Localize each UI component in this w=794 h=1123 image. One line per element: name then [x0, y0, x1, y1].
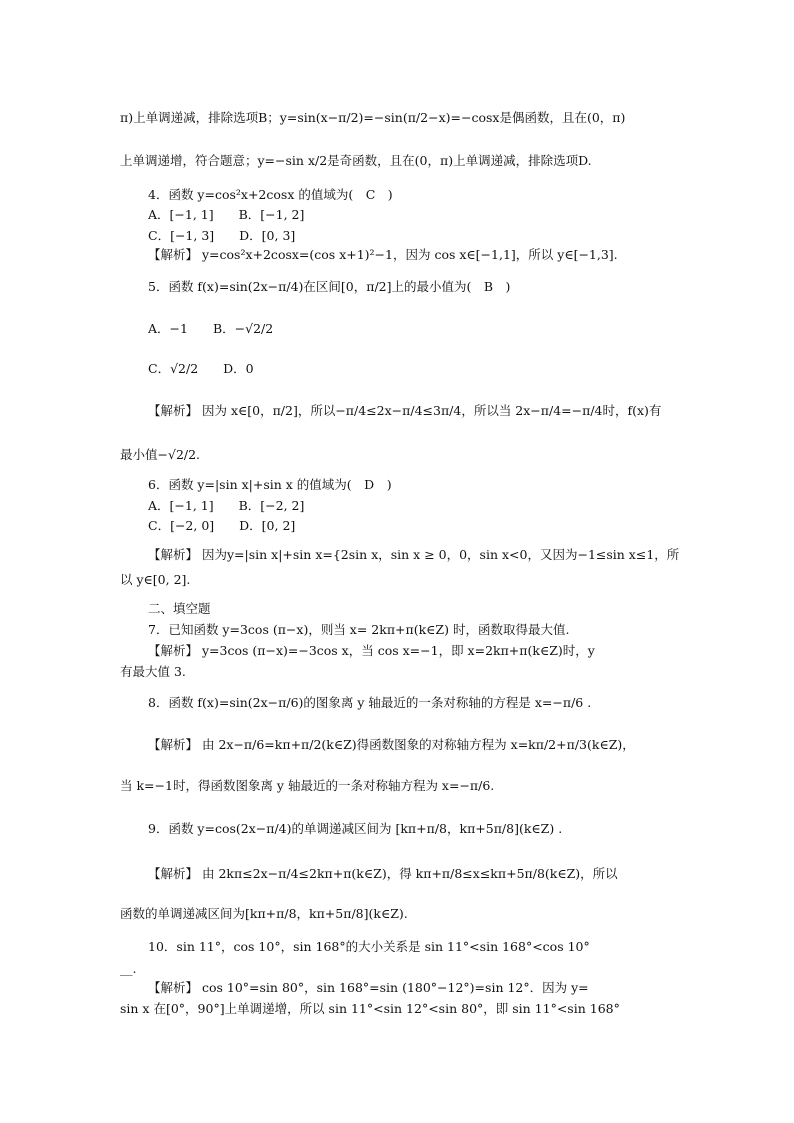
text-line: C．[−2, 0] D．[0, 2] [148, 518, 296, 533]
text-line: 【解析】 y=cos²x+2cosx=(cos x+1)²−1，因为 cos x∈[−1,1]，所以 y∈[−1,3]. [148, 247, 618, 262]
text-line: 6．函数 y=|sin x|+sin x 的值域为( D ) [148, 477, 392, 492]
text-line: 5．函数 f(x)=sin(2x−π/4)在区间[0，π/2]上的最小值为( B ) [148, 279, 511, 294]
text-line: 9．函数 y=cos(2x−π/4)的单调递减区间为 [kπ+π/8，kπ+5π/8](k∈Z) . [148, 821, 563, 836]
text-line: 10．sin 11°，cos 10°，sin 168°的大小关系是 sin 11°<sin 168°<cos 10° [148, 939, 590, 954]
text-line: 当 k=−1时，得函数图象离 y 轴最近的一条对称轴方程为 x=−π/6. [120, 778, 495, 793]
text-line: 【解析】 cos 10°=sin 80°，sin 168°=sin (180°−12°)=sin 12°．因为 y= [148, 980, 589, 995]
text-line: C．√2/2 D．0 [148, 361, 254, 376]
text-line: 【解析】 y=3cos (π−x)=−3cos x，当 cos x=−1，即 x=2kπ+π(k∈Z)时，y [148, 643, 595, 658]
text-line: __. [120, 961, 137, 976]
text-line: 8．函数 f(x)=sin(2x−π/6)的图象离 y 轴最近的一条对称轴的方程是 x=−π/6 . [148, 695, 592, 710]
text-line: 【解析】 因为y=|sin x|+sin x={2sin x，sin x ≥ 0，0，sin x<0，又因为−1≤sin x≤1，所 [148, 547, 680, 562]
text-line: 二、填空题 [148, 601, 211, 616]
text-line: sin x 在[0°，90°]上单调递增，所以 sin 11°<sin 12°<sin 80°，即 sin 11°<sin 168° [120, 1001, 620, 1016]
text-line: 【解析】 由 2kπ≤2x−π/4≤2kπ+π(k∈Z)，得 kπ+π/8≤x≤kπ+5π/8(k∈Z)，所以 [148, 866, 618, 881]
text-line: A．[−1, 1] B．[−2, 2] [148, 498, 305, 513]
text-line: π)上单调递减，排除选项B；y=sin(x−π/2)=−sin(π/2−x)=−cosx是偶函数，且在(0，π) [120, 110, 626, 125]
text-line: 最小值−√2/2. [120, 447, 201, 462]
text-line: 上单调递增，符合题意；y=−sin x/2是奇函数，且在(0，π)上单调递减，排除选项D. [120, 153, 592, 168]
text-line: A．[−1, 1] B．[−1, 2] [148, 207, 305, 222]
text-line: 7．已知函数 y=3cos (π−x)，则当 x= 2kπ+π(k∈Z) 时，函数取得最大值. [148, 622, 570, 637]
text-line: A．−1 B．−√2/2 [148, 321, 274, 336]
text-line: 4．函数 y=cos²x+2cosx 的值域为( C ) [148, 187, 393, 202]
text-line: 有最大值 3. [120, 664, 186, 679]
text-line: 以 y∈[0, 2]. [120, 572, 191, 587]
text-line: 【解析】 由 2x−π/6=kπ+π/2(k∈Z)得函数图象的对称轴方程为 x=kπ/2+π/3(k∈Z)， [148, 737, 635, 752]
text-line: 函数的单调递减区间为[kπ+π/8，kπ+5π/8](k∈Z). [120, 906, 408, 921]
text-line: 【解析】 因为 x∈[0，π/2]，所以−π/4≤2x−π/4≤3π/4，所以当 2x−π/4=−π/4时，f(x)有 [148, 403, 662, 418]
text-line: C．[−1, 3] D．[0, 3] [148, 228, 296, 243]
